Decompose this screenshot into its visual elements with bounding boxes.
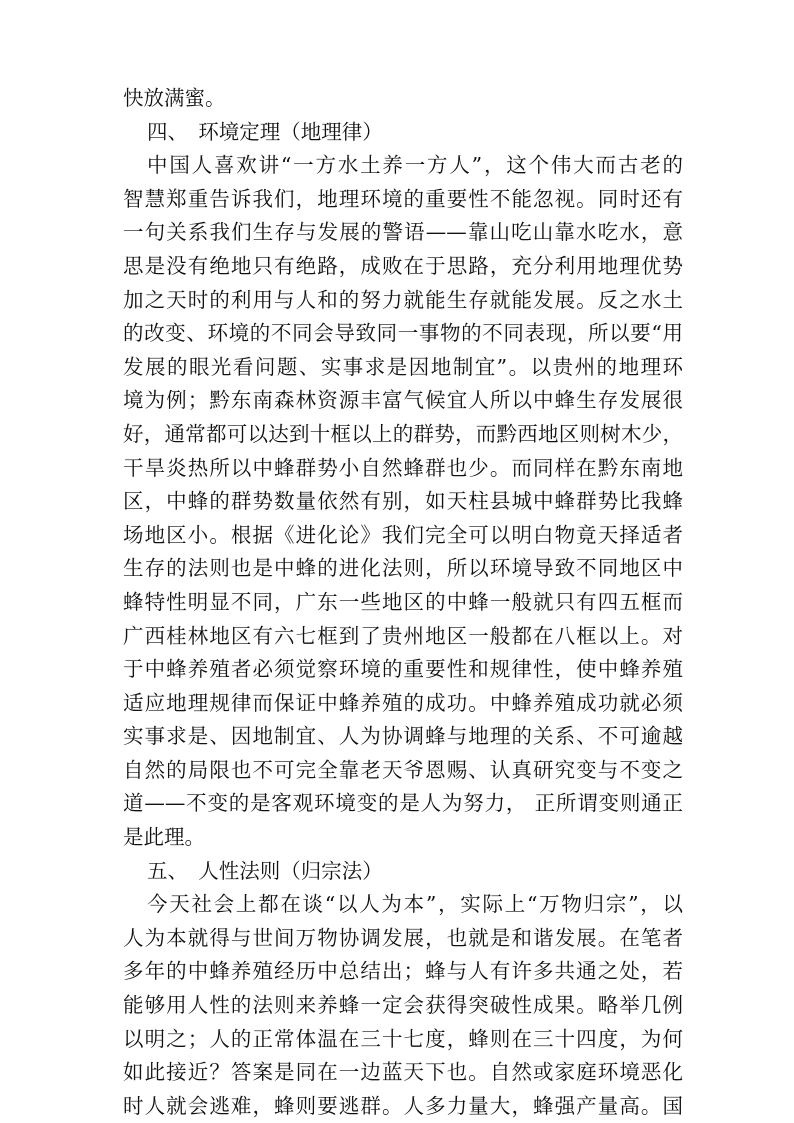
document-page [123,82,683,1123]
text-line: 实事求是、因地制宜、人为协调蜂与地理的关系、不可逾越 [123,724,683,749]
text-line: 思是没有绝地只有绝路，成败在于思路，充分利用地理优势 [123,253,683,278]
text-line: 于中蜂养殖者必须觉察环境的重要性和规律性，使中蜂养殖 [123,657,683,682]
text-line: 好，通常都可以达到十框以上的群势，而黔西地区则树木少， [123,421,683,446]
text-line: 适应地理规律而保证中蜂养殖的成功。中蜂养殖成功就必须 [123,690,683,715]
text-line: 境为例；黔东南森林资源丰富气候宜人所以中蜂生存发展很 [123,388,683,413]
text-line: 快放满蜜。 [123,86,226,110]
text-line: 区，中蜂的群势数量依然有别，如天柱县城中蜂群势比我蜂 [123,489,683,514]
text-line: 今天社会上都在谈“以人为本”，实际上“万物归宗”，以 [147,892,683,917]
text-line: 道——不变的是客观环境变的是人为努力， 正所谓变则通正 [123,791,683,816]
text-line: 智慧郑重告诉我们，地理环境的重要性不能忽视。同时还有 [123,186,683,211]
text-line: 加之天时的利用与人和的努力就能生存就能发展。反之水土 [123,287,683,312]
section-heading-environment: 四、 环境定理（地理律） [147,119,383,144]
text-line: 时人就会逃难，蜂则要逃群。人多力量大，蜂强产量高。国 [123,1093,683,1118]
text-line: 自然的局限也不可完全靠老天爷恩赐、认真研究变与不变之 [123,757,683,782]
text-line: 中国人喜欢讲“一方水土养一方人”，这个伟大而古老的 [147,153,683,178]
text-line: 人为本就得与世间万物协调发展，也就是和谐发展。在笔者 [123,925,683,950]
text-line: 能够用人性的法则来养蜂一定会获得突破性成果。略举几例 [123,993,683,1018]
text-line: 干旱炎热所以中蜂群势小自然蜂群也少。而同样在黔东南地 [123,455,683,480]
text-line: 是此理。 [123,825,205,850]
text-line: 多年的中蜂养殖经历中总结出；蜂与人有许多共通之处，若 [123,959,683,984]
section-heading-human-nature: 五、 人性法则（归宗法） [147,858,383,883]
text-line: 以明之；人的正常体温在三十七度，蜂则在三十四度，为何 [123,1026,683,1051]
text-line: 发展的眼光看问题、实事求是因地制宜”。以贵州的地理环 [123,354,683,379]
text-line: 广西桂林地区有六七框到了贵州地区一般都在八框以上。对 [123,623,683,648]
text-line: 如此接近？答案是同在一边蓝天下也。自然或家庭环境恶化 [123,1060,683,1085]
text-line: 生存的法则也是中蜂的进化法则，所以环境导致不同地区中 [123,556,683,581]
text-line: 一句关系我们生存与发展的警语——靠山吃山靠水吃水，意 [123,220,683,245]
text-line: 蜂特性明显不同，广东一些地区的中蜂一般就只有四五框而 [123,589,683,614]
text-line: 的改变、环境的不同会导致同一事物的不同表现，所以要“用 [123,321,683,346]
text-line: 场地区小。根据《进化论》我们完全可以明白物竟天择适者 [123,522,683,547]
